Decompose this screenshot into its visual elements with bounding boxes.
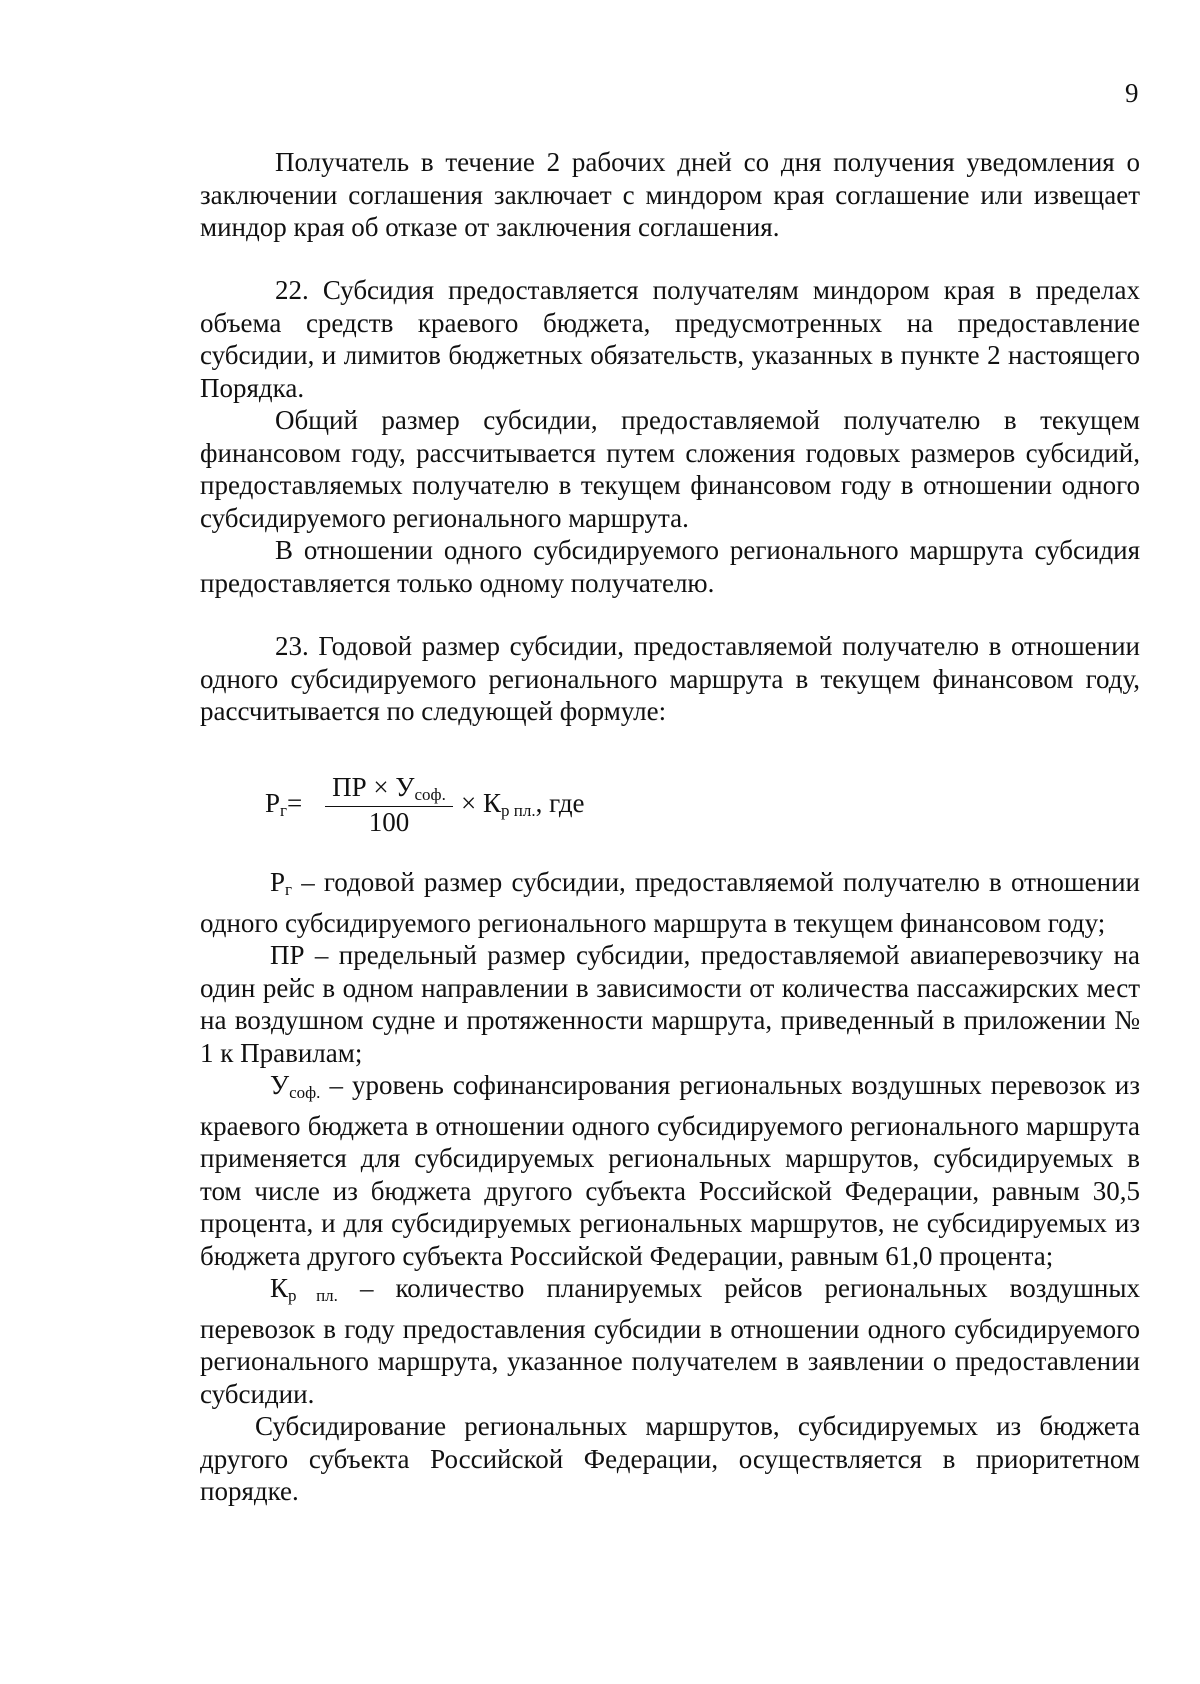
formula-lhs: $Р_г=$ (265, 788, 303, 820)
paragraph-priority: Субсидирование региональных маршрутов, субсидируемых из бюджета другого субъекта Российской Федерации, осуществляется в приоритетном порядке. (200, 1411, 1140, 1506)
paragraph-notification: Получатель в течение 2 рабочих дней со дня получения уведомления о заключении соглашения заключает с миндором края соглашение или извещает миндор края об отказе от заключения соглашения. (200, 147, 1140, 242)
definition-pr-annual: $Р_г$ – годовой размер субсидии, предоставляемой получателю в отношении одного субсидируемого регионального маршрута в текущем финансовом году; (200, 867, 1140, 938)
formula-definitions (200, 866, 1140, 1508)
definition-cofinancing: $У_{соф.}$ – уровень софинансирования региональных воздушных перевозок из краевого бюджета в отношении одного субсидируемого регионального маршрута применяется для субсидируемых региональных маршрутов, субсидируемых в том числе из бюджета другого субъекта Российской Федерации, равным 30,5 процента, и для субсидируемых региональных маршрутов, не субсидируемых из бюджета другого субъекта Российской Федерации, равным 61,0 процента; (200, 1070, 1140, 1271)
page-number: 9 (1125, 78, 1139, 108)
formula-numerator: ПР × $У_{соф.}$ (332, 772, 446, 804)
formula-rhs: × $К_{р пл.}$, где (461, 788, 585, 820)
paragraph-section-23: 23. Годовой размер субсидии, предоставляемой получателю в отношении одного субсидируемого регионального маршрута в текущем финансовом году, рассчитывается по следующей формуле: (200, 631, 1140, 726)
paragraph-section-22: 22. Субсидия предоставляется получателям миндором края в пределах объема средств краевого бюджета, предусмотренных на предоставление субсидии, и лимитов бюджетных обязательств, указанных в пункте 2 настоящего Порядка. (200, 275, 1140, 403)
paragraph-single-recipient: В отношении одного субсидируемого регионального маршрута субсидия предоставляется только одному получателю. (200, 535, 1140, 598)
paragraph-group-section-23 (200, 630, 1140, 728)
formula-denominator: 100 (368, 807, 410, 837)
paragraph-total-subsidy: Общий размер субсидии, предоставляемой получателю в текущем финансовом году, рассчитывается путем сложения годовых размеров субсидий, предоставляемых получателю в текущем финансовом году в отношении одного субсидируемого регионального маршрута. (200, 405, 1140, 533)
definition-planned-flights: $К_{р пл.}$ – количество планируемых рейсов региональных воздушных перевозок в году предоставления субсидии в отношении одного субсидируемого регионального маршрута, указанное получателем в заявлении о предоставлении субсидии. (200, 1273, 1140, 1409)
definition-pr-limit: ПР – предельный размер субсидии, предоставляемой авиаперевозчику на один рейс в одном направлении в зависимости от количества пассажирских мест на воздушном судне и протяженности маршрута, приведенный в приложении № 1 к Правилам; (200, 940, 1140, 1068)
subsidy-formula (265, 772, 665, 842)
formula-fraction (325, 772, 453, 838)
paragraph-group-section-22 (200, 274, 1140, 599)
paragraph-group-notification (200, 146, 1140, 244)
